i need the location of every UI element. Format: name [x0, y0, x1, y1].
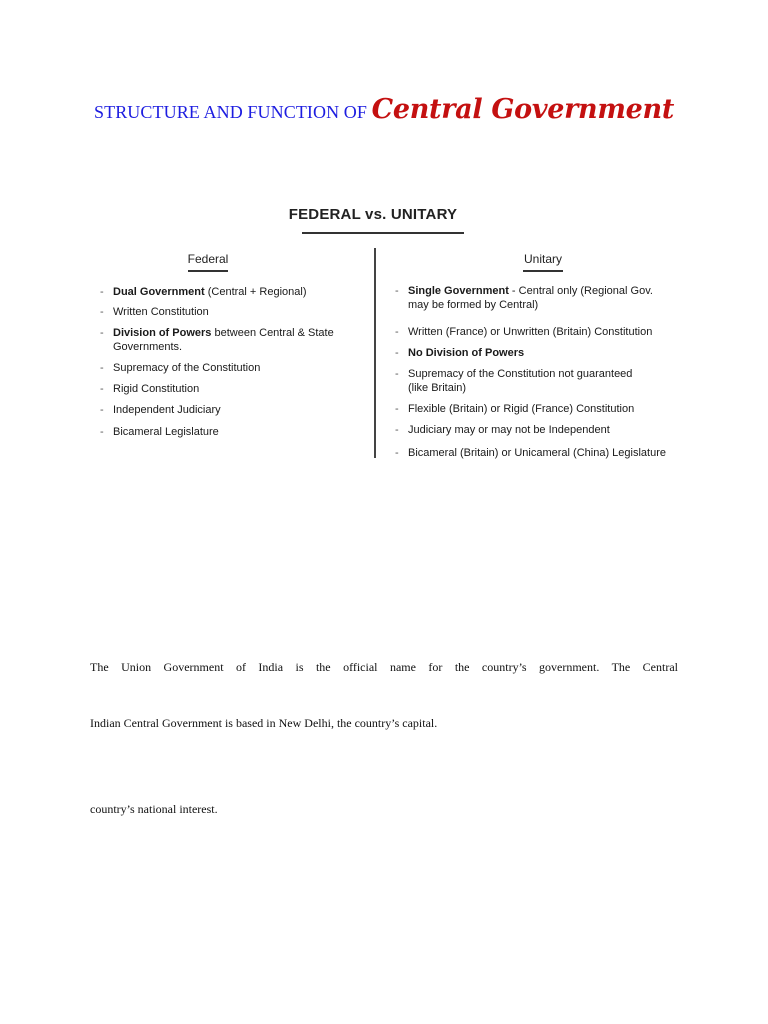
federal-item-text [113, 403, 221, 417]
body-paragraph-2: Indian Central Government is based in New Delhi, the country’s capital. [90, 716, 438, 730]
federal-item-rest: (Central + Regional) [204, 286, 307, 298]
unitary-item-rest: Judiciary may or may not be Independent [408, 424, 610, 436]
bullet-dash: - [395, 403, 399, 415]
unitary-heading-underline [523, 270, 563, 272]
unitary-item-rest: Flexible (Britain) or Rigid (France) Constitution [408, 403, 635, 415]
unitary-item-text [408, 346, 524, 360]
unitary-item-text [408, 284, 653, 312]
federal-item-rest: Independent Judiciary [113, 404, 221, 416]
title-plain: STRUCTURE AND FUNCTION OF [93, 102, 372, 122]
page-title [0, 94, 768, 125]
unitary-item-rest: Written (France) or Unwritten (Britain) Constitution [408, 326, 653, 338]
figure-title-underline [302, 232, 464, 234]
federal-item-text [113, 285, 307, 299]
unitary-item-text [408, 423, 610, 437]
federal-heading-underline [188, 270, 228, 272]
federal-item-bold: Dual Government [113, 286, 205, 298]
federal-heading: Federal [187, 252, 229, 266]
federal-item-bold: Division of Powers [113, 327, 212, 339]
federal-item-text [113, 382, 199, 396]
bullet-dash: - [395, 326, 399, 338]
bullet-dash: - [100, 383, 104, 395]
bullet-dash: - [100, 404, 104, 416]
unitary-item-rest: - Central only (Regional Gov. [508, 285, 653, 297]
title-fancy: Central Government [371, 94, 675, 125]
unitary-item-bold: Single Government [408, 285, 509, 297]
federal-item-rest: between Central & State [211, 327, 334, 339]
unitary-item-rest: Bicameral (Britain) or Unicameral (China) Legislature [408, 447, 666, 459]
unitary-item-text [408, 325, 652, 339]
unitary-heading: Unitary [523, 252, 562, 266]
unitary-item-rest: Supremacy of the Constitution not guaranteed [408, 368, 633, 380]
column-divider [374, 248, 376, 458]
bullet-dash: - [395, 447, 399, 459]
unitary-item-bold: No Division of Powers [408, 347, 525, 359]
federal-item-text [113, 305, 209, 319]
federal-item-rest: Supremacy of the Constitution [113, 362, 261, 374]
unitary-item-text [408, 446, 666, 460]
federal-item-rest: Written Constitution [113, 306, 209, 318]
body-paragraph-3: country’s national interest. [90, 802, 218, 816]
bullet-dash: - [100, 362, 104, 374]
bullet-dash: - [395, 347, 399, 359]
unitary-item-line2: (like Britain) [408, 382, 467, 394]
unitary-item-text [408, 367, 632, 395]
bullet-dash: - [100, 426, 104, 438]
federal-item-text [113, 425, 219, 439]
body-paragraph-1: The Union Government of India is the official name for the country’s government. The Central [90, 660, 678, 674]
bullet-dash: - [100, 306, 104, 318]
federal-vs-unitary-figure [88, 196, 688, 468]
unitary-item-line2: may be formed by Central) [408, 299, 539, 311]
bullet-dash: - [100, 327, 104, 339]
figure-title: FEDERAL vs. UNITARY [288, 206, 458, 223]
bullet-dash: - [395, 285, 399, 297]
federal-item-line2: Governments. [113, 341, 183, 353]
federal-item-rest: Bicameral Legislature [113, 426, 219, 438]
bullet-dash: - [100, 286, 104, 298]
bullet-dash: - [395, 368, 399, 380]
federal-item-text [113, 361, 260, 375]
federal-item-rest: Rigid Constitution [113, 383, 200, 395]
federal-item-text [113, 326, 334, 354]
bullet-dash: - [395, 424, 399, 436]
unitary-item-text [408, 402, 634, 416]
